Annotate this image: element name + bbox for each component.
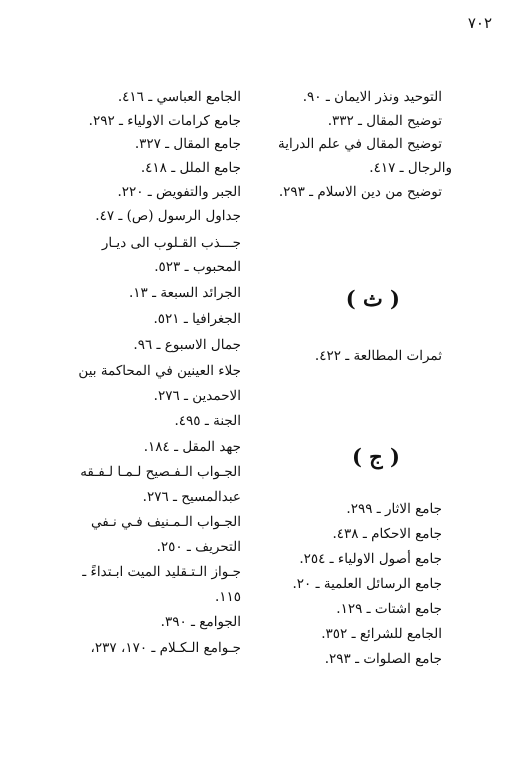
index-entry: توضيح المقال ـ ٣٣٢. (327, 113, 442, 129)
index-entry: جامع الاثار ـ ٢٩٩. (346, 501, 442, 517)
index-entry-continuation: عبدالمسيح ـ ٢٧٦. (142, 489, 241, 505)
index-entry: الجغرافيا ـ ٥٢١. (153, 311, 241, 327)
index-entry: الجـواب الـمـنيف فـي نـفي (91, 514, 241, 530)
index-entry: جـواز الـتـقليد الميت ابـتداءً ـ (82, 564, 241, 580)
index-entry: ثمرات المطالعة ـ ٤٢٢. (314, 348, 442, 364)
index-entry: الجامع العباسي ـ ٤١٦. (117, 89, 241, 105)
index-entry-continuation: المحبوب ـ ٥٢٣. (154, 259, 241, 275)
index-entry: توضيح المقال في علم الدراية (278, 136, 442, 152)
index-entry: جامع اشتات ـ ١٢٩. (336, 601, 442, 617)
page-number: ٧٠٢ (467, 14, 492, 32)
index-entry: جامع المقال ـ ٣٢٧. (134, 136, 241, 152)
index-entry: جامع الرسائل العلمية ـ ٢٠. (292, 576, 442, 592)
index-entry: جامع الملل ـ ٤١٨. (140, 160, 241, 176)
index-entry: الجنة ـ ٤٩٥. (174, 413, 241, 429)
index-entry: جلاء العينين في المحاكمة بين (78, 363, 241, 379)
index-entry: التوحيد ونذر الايمان ـ ٩٠. (302, 89, 442, 105)
index-entry-continuation: التحريف ـ ٢٥٠. (156, 539, 241, 555)
index-entry: جامع كرامات الاولياء ـ ٢٩٢. (88, 113, 241, 129)
index-entry: الجامع للشرائع ـ ٣٥٢. (321, 626, 442, 642)
section-heading-jim: ( ج ) (351, 444, 400, 469)
index-entry: جـــذب القـلوب الى ديـار (101, 235, 241, 251)
index-entry: الجـواب الـفـصيح لـمـا لـفـقه (80, 464, 241, 480)
index-entry: الجرائد السبعة ـ ١٣. (129, 285, 241, 301)
index-entry: جامع الصلوات ـ ٢٩٣. (324, 651, 442, 667)
section-heading-tha: ( ث ) (345, 286, 400, 311)
index-entry: جهد المقل ـ ١٨٤. (143, 439, 241, 455)
index-entry: جداول الرسول (ص) ـ ٤٧. (95, 208, 241, 224)
index-entry: جامع الاحكام ـ ٤٣٨. (332, 526, 442, 542)
index-entry: جامع أصول الاولياء ـ ٢٥٤. (299, 551, 442, 567)
index-entry-continuation: ١١٥. (214, 589, 241, 605)
index-entry-continuation: والرجال ـ ٤١٧. (369, 160, 452, 176)
index-entry: توضيح من دين الاسلام ـ ٢٩٣. (278, 184, 442, 200)
index-entry-continuation: الاحمدين ـ ٢٧٦. (153, 388, 241, 404)
index-entry: الجوامع ـ ٣٩٠. (160, 614, 241, 630)
index-entry: الجبر والتفويض ـ ٢٢٠. (117, 184, 241, 200)
index-entry: جمال الاسبوع ـ ٩٦. (133, 337, 241, 353)
index-entry: جـوامع الـكـلام ـ ١٧٠، ٢٣٧، (90, 640, 241, 656)
